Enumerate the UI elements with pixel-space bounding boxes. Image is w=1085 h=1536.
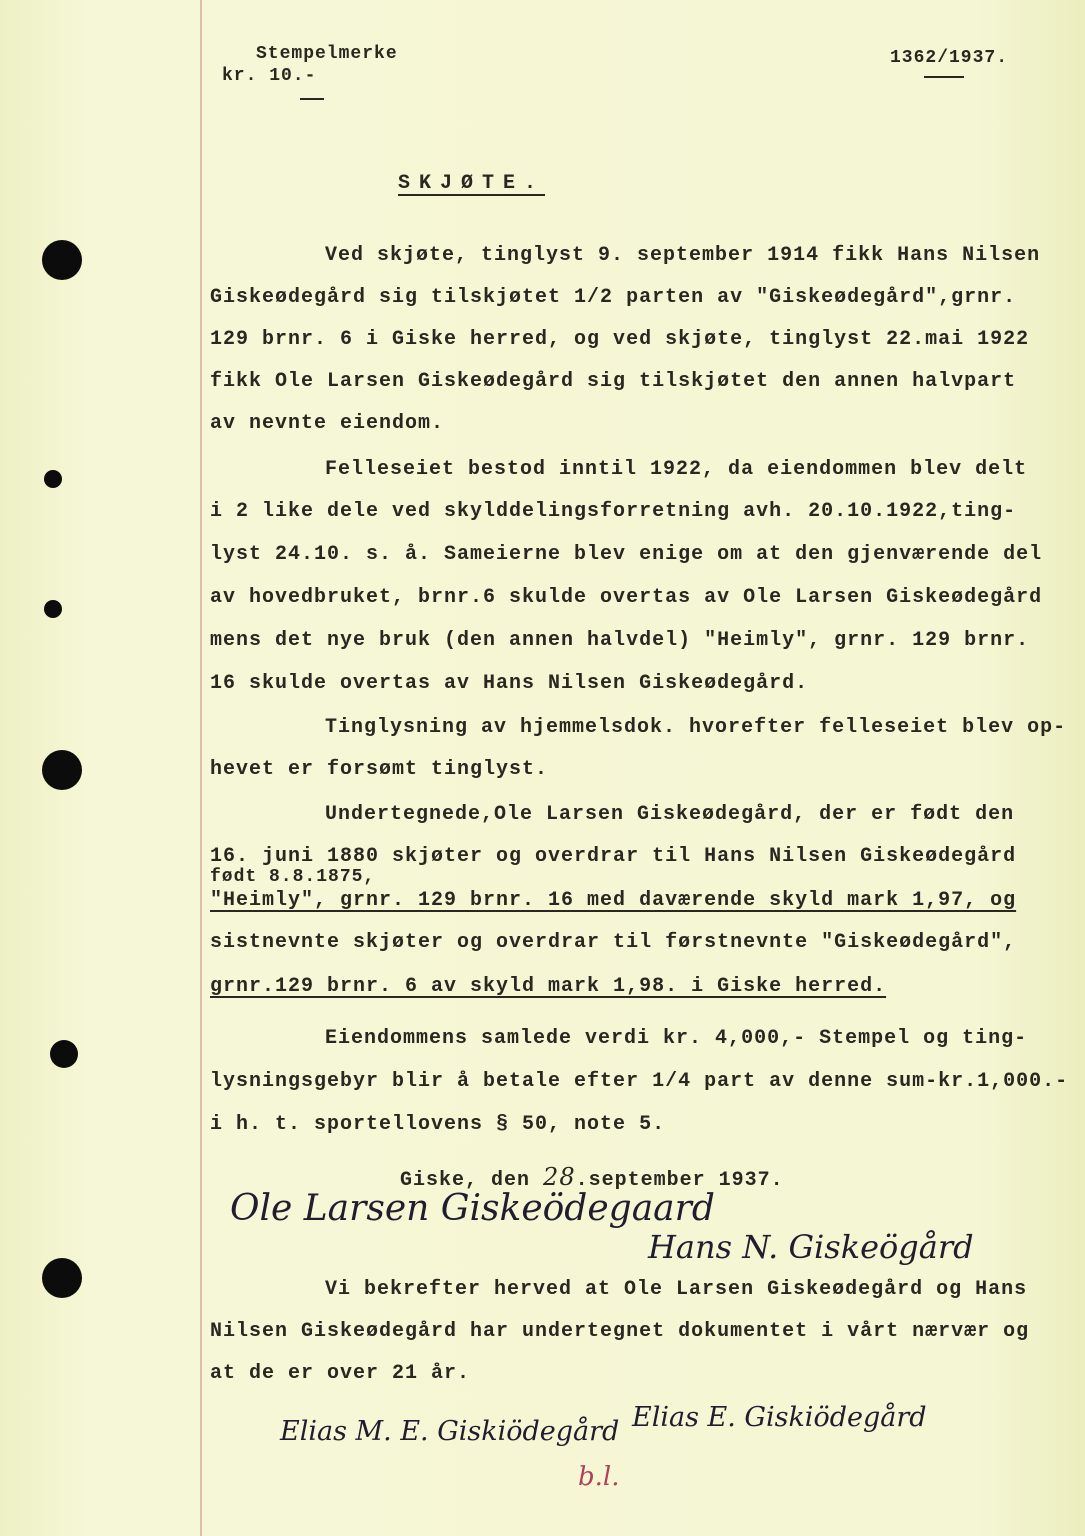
witness-line: Vi bekrefter herved at Ole Larsen Giskeødegård og Hans [325,1278,1028,1301]
body-line: 129 brnr. 6 i Giske herred, og ved skjøte, tinglyst 22.mai 1922 [210,328,1030,351]
body-line: Ved skjøte, tinglyst 9. september 1914 fikk Hans Nilsen [325,244,1041,267]
body-line: i h. t. sportellovens § 50, note 5. [210,1113,666,1136]
body-line: av hovedbruket, brnr.6 skulde overtas av Ole Larsen Giskeødegård [210,586,1043,609]
body-line: 16 skulde overtas av Hans Nilsen Giskeødegård. [210,672,809,695]
date-prefix: Giske, den [400,1169,531,1192]
stamp-label: Stempelmerke [256,44,398,64]
buyer-signature: Hans N. Giskeögård [648,1228,974,1266]
body-line: Giskeødegård sig tilskjøtet 1/2 parten av "Giskeødegård",grnr. [210,286,1017,309]
handwritten-initials: b.l. [578,1462,620,1492]
body-line: lyst 24.10. s. å. Sameierne blev enige om at den gjenværende del [210,543,1043,566]
body-line: i 2 like dele ved skylddelingsforretning avh. 20.10.1922,ting- [210,500,1017,523]
body-line: 16. juni 1880 skjøter og overdrar til Hans Nilsen Giskeødegård [210,845,1017,868]
body-line: Felleseiet bestod inntil 1922, da eiendommen blev delt [325,458,1028,481]
witness-signature: Elias E. Giskiödegård [632,1402,927,1433]
witness-line: at de er over 21 år. [210,1362,471,1385]
witness-signature: Elias M. E. Giskiödegård [280,1416,620,1447]
date-day-handwritten: 28 [543,1163,576,1191]
body-line: lysningsgebyr blir å betale efter 1/4 part av denne sum-kr.1,000.- [210,1070,1069,1093]
margin-line [200,0,202,1536]
stamp-value: kr. 10.- [222,66,317,86]
body-line: mens det nye bruk (den annen halvdel) "Heimly", grnr. 129 brnr. [210,629,1030,652]
body-line: født 8.8.1875, [210,867,376,887]
document-number: 1362/1937. [890,48,1009,68]
document-number-underline [924,76,964,78]
punch-hole [42,750,82,790]
body-line: av nevnte eiendom. [210,412,445,435]
body-line-underlined: grnr.129 brnr. 6 av skyld mark 1,98. i Giske herred. [210,975,887,998]
punch-hole [44,600,62,618]
body-line: Tinglysning av hjemmelsdok. hvorefter felleseiet blev op- [325,716,1067,739]
date-rest: .september 1937. [575,1169,784,1192]
punch-hole [44,470,62,488]
seller-signature: Ole Larsen Giskeödegaard [230,1188,715,1229]
body-line: sistnevnte skjøter og overdrar til førstnevnte "Giskeødegård", [210,931,1017,954]
document-title: SKJØTE. [398,172,546,195]
body-line: hevet er forsømt tinglyst. [210,758,549,781]
punch-hole [42,240,82,280]
body-line: fikk Ole Larsen Giskeødegård sig tilskjøtet den annen halvpart [210,370,1017,393]
punch-hole [42,1258,82,1298]
stamp-underline [300,98,324,100]
body-line: Eiendommens samlede verdi kr. 4,000,- Stempel og ting- [325,1027,1028,1050]
punch-hole [50,1040,78,1068]
witness-line: Nilsen Giskeødegård har undertegnet dokumentet i vårt nærvær og [210,1320,1030,1343]
body-line: Undertegnede,Ole Larsen Giskeødegård, der er født den [325,803,1015,826]
body-line-underlined: "Heimly", grnr. 129 brnr. 16 med daværende skyld mark 1,97, og [210,889,1017,912]
